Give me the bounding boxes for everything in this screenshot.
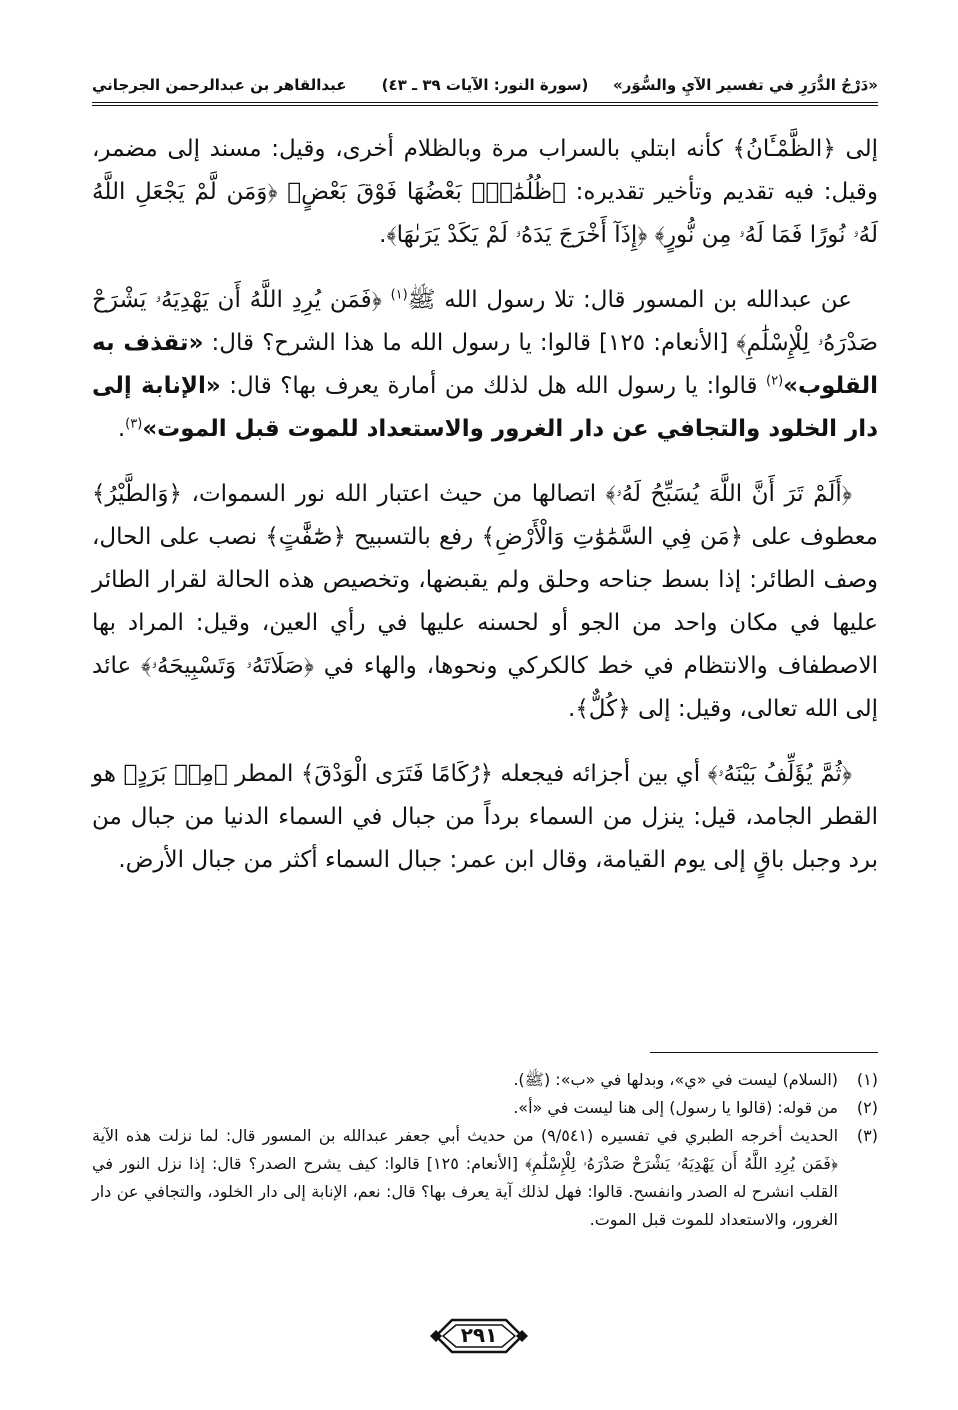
quran-quote: ﴿مَن فِي السَّمَٰوَٰتِ وَالْأَرْضِ﴾ bbox=[481, 524, 744, 550]
text-span: قالوا: يا رسول الله ما هذا الشرح؟ قال: bbox=[203, 330, 591, 356]
header-rule bbox=[92, 102, 878, 103]
quran-quote: ﴿كُلٌّ﴾ bbox=[575, 696, 631, 722]
header-surah-reference: (سورة النور: الآيات ٣٩ ـ ٤٣) bbox=[381, 76, 589, 94]
text-span: اتصالها من حيث اعتبار الله نور السموات، bbox=[181, 481, 606, 507]
footnote-ref[interactable]: (٣) bbox=[125, 416, 143, 432]
footnote-text: (السلام) ليست في «ي»، وبدلها في «ب»: (ﷺ). bbox=[513, 1070, 838, 1089]
quran-quote: ﴿أَلَمْ تَرَ أَنَّ اللَّهَ يُسَبِّحُ لَهُۥ﴾ bbox=[605, 481, 852, 507]
footnote-ref[interactable]: (٢) bbox=[766, 373, 784, 389]
footnote-ref[interactable]: (١) bbox=[390, 287, 408, 303]
header-rule-thin bbox=[92, 105, 878, 106]
quran-quote: ﴿الظَّمْـَٔانُ﴾ bbox=[732, 136, 836, 162]
quran-quote: ﴿وَمَن لَّمْ يَجْعَلِ اللَّهُ لَهُۥ نُورًا فَمَا لَهُۥ مِن نُّورٍ﴾ bbox=[92, 179, 878, 248]
text-span: عائد إلى الله تعالى، وقيل: إلى bbox=[92, 653, 878, 722]
header-book-title: «دَرْجُ الدُّرَرِ في تفسير الآيِ والسُّوَر» bbox=[613, 76, 878, 94]
footnote-text: الحديث أخرجه الطبري في تفسيره (٩/٥٤١) من حديث أبي جعفر عبدالله بن المسور قال: لما نزلت هذه الآية ﴿فَمَن يُرِدِ اللَّهُ أَن يَهْدِيَهُۥ يَشْرَحْ صَدْرَهُۥ لِلْإِسْلَٰمِ﴾ [الأنعام: ١٢٥] قالوا: كيف يشرح الصدر؟ قال: إذا نزل النور في القلب انشرح له الصدر وانفسح. قالوا: فهل لذلك آية يعرف بها؟ قال: نعم، الإنابة إلى دار الخلود، والتجافي عن دار الغرور، والاستعداد للموت قبل الموت. bbox=[92, 1126, 839, 1229]
paragraph-2 bbox=[92, 279, 878, 451]
paragraph-3 bbox=[92, 473, 878, 731]
verse-reference: [الأنعام: ١٢٥] bbox=[590, 330, 737, 356]
running-header bbox=[92, 70, 878, 102]
footnote-number: (٢) bbox=[856, 1098, 878, 1117]
footnote-item bbox=[92, 1066, 878, 1094]
footnote-separator bbox=[650, 1052, 878, 1053]
quran-quote: ﴿صَلَاتَهُۥ وَتَسْبِيحَهُۥ﴾ bbox=[141, 653, 314, 679]
footnotes bbox=[92, 1066, 878, 1234]
text-span: رفع بالتسبيح bbox=[346, 524, 482, 550]
text-span: عن عبدالله بن المسور قال: تلا رسول الله ﷺ bbox=[407, 287, 852, 313]
footnote-item bbox=[92, 1094, 878, 1122]
page-number-ornament bbox=[430, 1316, 528, 1356]
footnote-number: (٣) bbox=[856, 1126, 878, 1145]
quran-quote: ﴿فَمَن يُرِدِ اللَّهُ أَن يَهْدِيَهُۥ يَشْرَحْ صَدْرَهُۥ لِلْإِسْلَٰمِ﴾ bbox=[92, 287, 878, 356]
text-span: هو القطر الجامد، قيل: ينزل من السماء برداً من جبال في السماء الدنيا من جبال من برد وجبل باقٍ إلى يوم القيامة، وقال ابن عمر: جبال السماء أكثر من جبال الأرض. bbox=[92, 761, 878, 873]
footnote-number: (١) bbox=[856, 1070, 878, 1089]
quran-quote: ﴿مِنۢ بَرَدٍ﴾ bbox=[123, 761, 228, 787]
paragraph-1 bbox=[92, 128, 878, 257]
hadith-quote: «الإنابة إلى دار الخلود والتجافي عن دار الغرور والاستعداد للموت قبل الموت» bbox=[92, 373, 878, 442]
page-number: ٢٩١ bbox=[460, 1323, 498, 1347]
quran-quote: ﴿رُكَامًا فَتَرَى الْوَدْقَ﴾ bbox=[300, 761, 494, 787]
text-span: أي بين أجزائه فيجعله bbox=[493, 761, 708, 787]
quran-quote: ﴿ظُلُمَٰتٌۢ بَعْضُهَا فَوْقَ بَعْضٍ﴾ bbox=[287, 179, 566, 205]
hadith-quote: «تقذف به القلوب» bbox=[92, 330, 878, 399]
text-span: . bbox=[568, 696, 576, 722]
paragraph-4 bbox=[92, 753, 878, 882]
text-span: إلى bbox=[845, 136, 879, 162]
text-span: . bbox=[117, 416, 126, 442]
text-span: كأنه ابتلي بالسراب مرة وبالظلام أخرى، وقيل: مسند إلى مضمر، وقيل: فيه تقديم وتأخير تقديره: bbox=[92, 136, 879, 205]
quran-quote: ﴿وَالطَّيْرُ﴾ bbox=[92, 481, 182, 507]
main-text bbox=[92, 128, 878, 904]
quran-quote: ﴿ثُمَّ يُؤَلِّفُ بَيْنَهُۥ﴾ bbox=[707, 761, 852, 787]
footnote-text: من قوله: (قالوا يا رسول) إلى هنا ليست في «أ». bbox=[513, 1098, 838, 1117]
text-span: معطوف على bbox=[743, 524, 878, 550]
text-span: نصب على الحال، وصف الطائر: إذا بسط جناحه وحلق ولم يقبضها، وتخصيص هذه الحالة لقرار الطائر عليها في مكان واحد من الجو أو لحسنه عليها في رأي العين، وقيل: المراد بها الاصطفاف والانتظام في خط كالكركي ونحوها، والهاء في bbox=[92, 524, 878, 679]
footnote-item bbox=[92, 1122, 878, 1234]
text-span: المطر bbox=[227, 761, 301, 787]
header-author: عبدالقاهر بن عبدالرحمن الجرجاني bbox=[92, 76, 347, 94]
text-span: . bbox=[379, 222, 387, 248]
quran-quote: ﴿صَٰٓفَّٰتٍ﴾ bbox=[265, 524, 347, 550]
text-span: قالوا: يا رسول الله هل لذلك من أمارة يعرف بها؟ قال: bbox=[220, 373, 766, 399]
quran-quote: ﴿إِذَآ أَخْرَجَ يَدَهُۥ لَمْ يَكَدْ يَرَىٰهَا﴾ bbox=[386, 222, 648, 248]
